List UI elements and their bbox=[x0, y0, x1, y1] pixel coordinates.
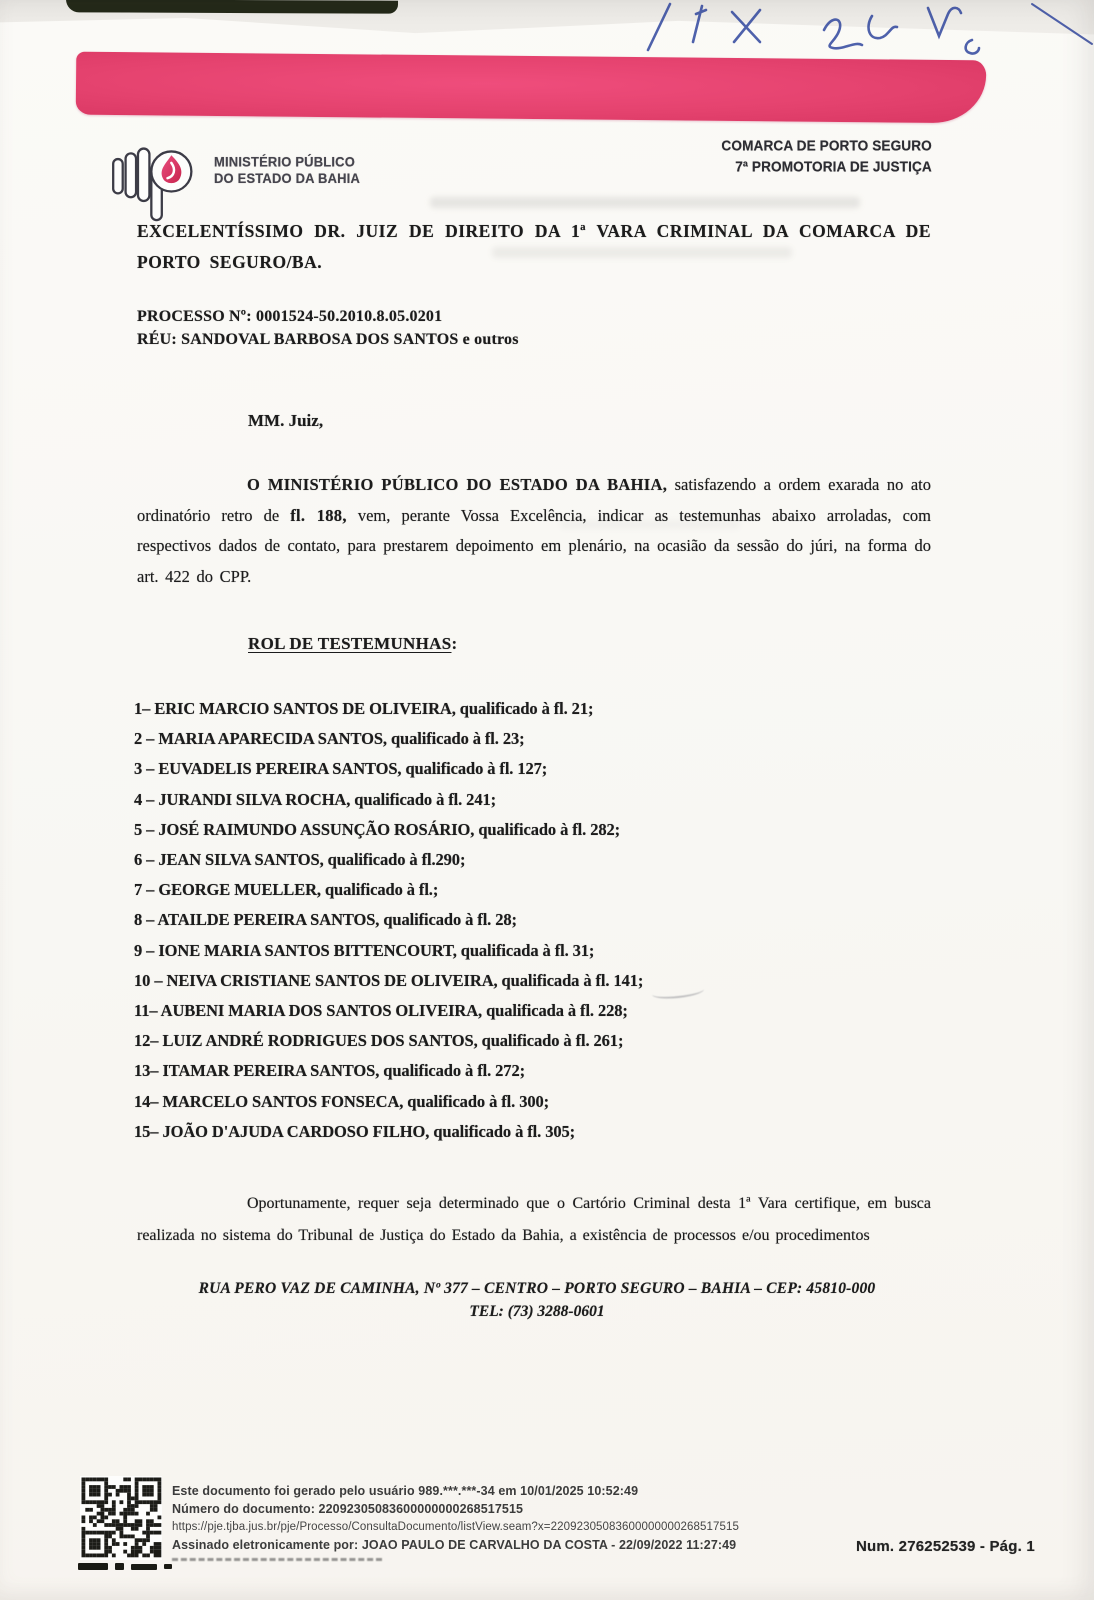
witness-line: 12– LUIZ ANDRÉ RODRIGUES DOS SANTOS, qualificado à fl. 261; bbox=[134, 1031, 624, 1051]
org-name-line2: DO ESTADO DA BAHIA bbox=[214, 170, 361, 187]
footer-telephone: TEL: (73) 3288-0601 bbox=[469, 1303, 605, 1320]
witness-line: 2 – MARIA APARECIDA SANTOS, qualificado à fl. 23; bbox=[134, 729, 525, 749]
salutation: MM. Juiz, bbox=[248, 411, 324, 430]
witness-line: 5 – JOSÉ RAIMUNDO ASSUNÇÃO ROSÁRIO, qualificado à fl. 282; bbox=[134, 819, 621, 839]
comarca-block bbox=[722, 136, 932, 179]
intro-part2: vem, perante Vossa Excelência, indicar as testemunhas abaixo arroladas, com respectivos dados de contato, para prestarem depoimento em plenário, na ocasião da sessão do júri, na forma do art. 422 do CPP. bbox=[137, 505, 931, 586]
witness-line: 8 – ATAILDE PEREIRA SANTOS, qualificado à fl. 28; bbox=[134, 910, 517, 930]
metadata-generated-line: Este documento foi gerado pelo usuário 989.***.***-34 em 10/01/2025 10:52:49 bbox=[172, 1484, 639, 1498]
footer-address: RUA PERO VAZ DE CAMINHA, Nº 377 – CENTRO – PORTO SEGURO – BAHIA – CEP: 45810-000 bbox=[198, 1280, 876, 1297]
metadata-url-line: https://pje.tjba.jus.br/pje/Processo/ConsultaDocumento/listView.seam?x=22092305083600000000268517515 bbox=[172, 1521, 739, 1533]
letterhead bbox=[0, 134, 1094, 214]
page-number: Num. 276252539 - Pág. 1 bbox=[856, 1538, 1035, 1555]
intro-fl-bold: fl. 188, bbox=[290, 505, 347, 525]
witness-line: 10 – NEIVA CRISTIANE SANTOS DE OLIVEIRA, qualificada à fl. 141; bbox=[134, 970, 644, 990]
witness-line: 14– MARCELO SANTOS FONSECA, qualificado à fl. 300; bbox=[134, 1091, 550, 1111]
handwriting-ink bbox=[636, 0, 1094, 62]
witness-line: 1– ERIC MARCIO SANTOS DE OLIVEIRA, qualificado à fl. 21; bbox=[134, 699, 594, 718]
comarca-line1: COMARCA DE PORTO SEGURO bbox=[721, 138, 932, 155]
processo-number: PROCESSO Nº: 0001524-50.2010.8.05.0201 bbox=[137, 308, 443, 325]
org-name bbox=[214, 154, 360, 187]
reu-line: RÉU: SANDOVAL BARBOSA DOS SANTOS e outros bbox=[137, 331, 519, 348]
rol-title-colon: : bbox=[451, 634, 458, 653]
mp-logo bbox=[110, 140, 206, 222]
rol-title bbox=[248, 634, 457, 654]
rol-title-underlined: ROL DE TESTEMUNHAS bbox=[248, 634, 452, 653]
torn-edge-shadow bbox=[66, 0, 398, 14]
witness-line: 11– AUBENI MARIA DOS SANTOS OLIVEIRA, qualificada à fl. 228; bbox=[134, 1001, 628, 1021]
pink-highlighter-bar bbox=[76, 52, 987, 124]
witness-line: 4 – JURANDI SILVA ROCHA, qualificado à fl. 241; bbox=[134, 789, 497, 809]
comarca-line2: 7ª PROMOTORIA DE JUSTIÇA bbox=[735, 159, 932, 176]
witness-line: 13– ITAMAR PEREIRA SANTOS, qualificado à fl. 272; bbox=[134, 1061, 525, 1081]
org-name-line1: MINISTÉRIO PÚBLICO bbox=[214, 154, 355, 170]
witness-line: 7 – GEORGE MUELLER, qualificado à fl.; bbox=[134, 880, 439, 900]
cutoff-text-artifact bbox=[172, 1558, 382, 1561]
closing-paragraph: Oportunamente, requer seja determinado que o Cartório Criminal desta 1ª Vara certifique, em busca realizada no sistema do Tribunal de Justiça do Estado da Bahia, a existência de processos e/ou procedimentos bbox=[137, 1195, 931, 1244]
witness-line: 15– JOÃO D'AJUDA CARDOSO FILHO, qualificado à fl. 305; bbox=[134, 1121, 576, 1141]
metadata-docnumber-line: Número do documento: 22092305083600000000268517515 bbox=[172, 1502, 524, 1516]
qr-code-icon bbox=[80, 1476, 162, 1560]
metadata-signed-line: Assinado eletronicamente por: JOAO PAULO DE CARVALHO DA COSTA - 22/09/2022 11:27:49 bbox=[172, 1538, 737, 1552]
witness-list bbox=[134, 694, 934, 1147]
intro-part1: satisfazendo a ordem exarada no ato ordinatório retro de bbox=[137, 475, 931, 525]
witness-line: 9 – IONE MARIA SANTOS BITTENCOURT, qualificada à fl. 31; bbox=[134, 940, 595, 960]
qr-cut-artifact bbox=[78, 1563, 172, 1570]
intro-lead-bold: O MINISTÉRIO PÚBLICO DO ESTADO DA BAHIA, bbox=[247, 475, 668, 494]
signature-metadata bbox=[172, 1482, 932, 1554]
witness-line: 6 – JEAN SILVA SANTOS, qualificado à fl.290; bbox=[134, 850, 466, 870]
addressee-heading: EXCELENTÍSSIMO DR. JUIZ DE DIREITO DA 1ª VARA CRIMINAL DA COMARCA DE PORTO SEGURO/BA. bbox=[137, 221, 931, 272]
intro-paragraph bbox=[137, 470, 931, 592]
witness-line: 3 – EUVADELIS PEREIRA SANTOS, qualificado à fl. 127; bbox=[134, 759, 548, 779]
